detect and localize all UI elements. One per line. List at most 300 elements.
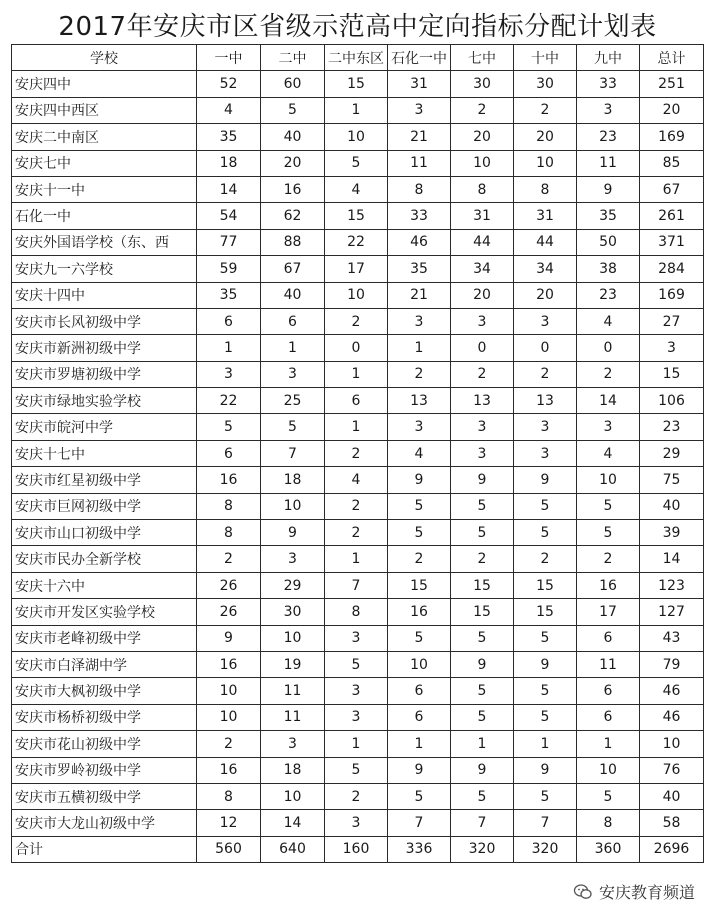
value-cell: 7 bbox=[451, 810, 514, 836]
value-cell: 5 bbox=[451, 520, 514, 546]
school-name-cell: 安庆外国语学校（东、西 bbox=[12, 229, 197, 255]
value-cell: 27 bbox=[640, 308, 704, 334]
table-row bbox=[12, 599, 704, 625]
value-cell: 4 bbox=[325, 176, 388, 202]
value-cell: 8 bbox=[514, 176, 577, 202]
value-cell: 2 bbox=[514, 546, 577, 572]
value-cell: 34 bbox=[451, 256, 514, 282]
value-cell: 9 bbox=[197, 625, 261, 651]
value-cell: 7 bbox=[261, 440, 325, 466]
value-cell: 20 bbox=[514, 282, 577, 308]
value-cell: 8 bbox=[577, 810, 640, 836]
value-cell: 3 bbox=[388, 308, 451, 334]
value-cell: 33 bbox=[388, 203, 451, 229]
value-cell: 7 bbox=[325, 572, 388, 598]
value-cell: 3 bbox=[261, 731, 325, 757]
table-row bbox=[12, 546, 704, 572]
school-name-cell: 安庆四中 bbox=[12, 71, 197, 97]
value-cell: 106 bbox=[640, 388, 704, 414]
school-name-cell: 安庆市大龙山初级中学 bbox=[12, 810, 197, 836]
value-cell: 1 bbox=[388, 731, 451, 757]
value-cell: 35 bbox=[577, 203, 640, 229]
value-cell: 3 bbox=[451, 440, 514, 466]
table-row bbox=[12, 229, 704, 255]
value-cell: 15 bbox=[451, 599, 514, 625]
school-name-cell: 安庆市五横初级中学 bbox=[12, 783, 197, 809]
value-cell: 10 bbox=[197, 704, 261, 730]
total-value-cell: 320 bbox=[514, 836, 577, 862]
value-cell: 5 bbox=[514, 493, 577, 519]
value-cell: 88 bbox=[261, 229, 325, 255]
value-cell: 44 bbox=[514, 229, 577, 255]
value-cell: 10 bbox=[640, 731, 704, 757]
total-row bbox=[12, 836, 704, 862]
value-cell: 31 bbox=[514, 203, 577, 229]
school-name-cell: 安庆市开发区实验学校 bbox=[12, 599, 197, 625]
value-cell: 261 bbox=[640, 203, 704, 229]
value-cell: 15 bbox=[451, 572, 514, 598]
value-cell: 6 bbox=[577, 678, 640, 704]
value-cell: 10 bbox=[261, 783, 325, 809]
value-cell: 2 bbox=[577, 361, 640, 387]
school-name-cell: 石化一中 bbox=[12, 203, 197, 229]
value-cell: 13 bbox=[514, 388, 577, 414]
value-cell: 4 bbox=[577, 308, 640, 334]
school-name-cell: 安庆十四中 bbox=[12, 282, 197, 308]
table-row bbox=[12, 810, 704, 836]
value-cell: 60 bbox=[261, 71, 325, 97]
value-cell: 3 bbox=[197, 361, 261, 387]
value-cell: 18 bbox=[261, 467, 325, 493]
value-cell: 16 bbox=[388, 599, 451, 625]
value-cell: 10 bbox=[514, 150, 577, 176]
value-cell: 62 bbox=[261, 203, 325, 229]
total-value-cell: 360 bbox=[577, 836, 640, 862]
value-cell: 20 bbox=[451, 124, 514, 150]
value-cell: 1 bbox=[325, 97, 388, 123]
value-cell: 10 bbox=[197, 678, 261, 704]
value-cell: 169 bbox=[640, 282, 704, 308]
page-title: 2017年安庆市区省级示范高中定向指标分配计划表 bbox=[58, 12, 657, 42]
value-cell: 3 bbox=[514, 440, 577, 466]
value-cell: 2 bbox=[514, 97, 577, 123]
value-cell: 15 bbox=[325, 71, 388, 97]
value-cell: 8 bbox=[388, 176, 451, 202]
value-cell: 3 bbox=[640, 335, 704, 361]
total-value-cell: 560 bbox=[197, 836, 261, 862]
value-cell: 16 bbox=[197, 467, 261, 493]
value-cell: 5 bbox=[388, 625, 451, 651]
value-cell: 9 bbox=[388, 757, 451, 783]
value-cell: 127 bbox=[640, 599, 704, 625]
value-cell: 23 bbox=[577, 282, 640, 308]
value-cell: 5 bbox=[325, 651, 388, 677]
value-cell: 1 bbox=[577, 731, 640, 757]
value-cell: 1 bbox=[514, 731, 577, 757]
school-name-cell: 安庆市巨网初级中学 bbox=[12, 493, 197, 519]
value-cell: 43 bbox=[640, 625, 704, 651]
column-header-school: 学校 bbox=[12, 45, 197, 71]
value-cell: 50 bbox=[577, 229, 640, 255]
value-cell: 26 bbox=[197, 572, 261, 598]
value-cell: 15 bbox=[325, 203, 388, 229]
value-cell: 123 bbox=[640, 572, 704, 598]
value-cell: 5 bbox=[514, 783, 577, 809]
value-cell: 20 bbox=[451, 282, 514, 308]
table-row bbox=[12, 520, 704, 546]
value-cell: 25 bbox=[261, 388, 325, 414]
value-cell: 19 bbox=[261, 651, 325, 677]
value-cell: 67 bbox=[640, 176, 704, 202]
value-cell: 2 bbox=[197, 546, 261, 572]
value-cell: 6 bbox=[197, 440, 261, 466]
value-cell: 3 bbox=[388, 97, 451, 123]
value-cell: 1 bbox=[325, 414, 388, 440]
value-cell: 5 bbox=[261, 414, 325, 440]
table-row bbox=[12, 335, 704, 361]
value-cell: 3 bbox=[325, 704, 388, 730]
value-cell: 2 bbox=[388, 361, 451, 387]
total-value-cell: 160 bbox=[325, 836, 388, 862]
column-header: 石化一中 bbox=[388, 45, 451, 71]
table-row bbox=[12, 256, 704, 282]
table-row bbox=[12, 757, 704, 783]
value-cell: 371 bbox=[640, 229, 704, 255]
value-cell: 5 bbox=[514, 520, 577, 546]
value-cell: 3 bbox=[451, 414, 514, 440]
column-header: 一中 bbox=[197, 45, 261, 71]
value-cell: 3 bbox=[451, 308, 514, 334]
value-cell: 9 bbox=[451, 651, 514, 677]
value-cell: 3 bbox=[388, 414, 451, 440]
value-cell: 9 bbox=[451, 467, 514, 493]
column-header: 十中 bbox=[514, 45, 577, 71]
value-cell: 9 bbox=[514, 757, 577, 783]
value-cell: 30 bbox=[514, 71, 577, 97]
value-cell: 2 bbox=[325, 440, 388, 466]
school-name-cell: 安庆市长风初级中学 bbox=[12, 308, 197, 334]
column-header: 七中 bbox=[451, 45, 514, 71]
school-name-cell: 安庆市罗岭初级中学 bbox=[12, 757, 197, 783]
table-body bbox=[12, 71, 704, 863]
value-cell: 67 bbox=[261, 256, 325, 282]
school-name-cell: 安庆市白泽湖中学 bbox=[12, 651, 197, 677]
value-cell: 46 bbox=[640, 678, 704, 704]
value-cell: 20 bbox=[514, 124, 577, 150]
value-cell: 11 bbox=[577, 150, 640, 176]
value-cell: 15 bbox=[388, 572, 451, 598]
school-name-cell: 安庆市皖河中学 bbox=[12, 414, 197, 440]
value-cell: 3 bbox=[325, 678, 388, 704]
table-row bbox=[12, 572, 704, 598]
value-cell: 33 bbox=[577, 71, 640, 97]
value-cell: 5 bbox=[451, 625, 514, 651]
value-cell: 29 bbox=[261, 572, 325, 598]
value-cell: 5 bbox=[388, 783, 451, 809]
value-cell: 52 bbox=[197, 71, 261, 97]
value-cell: 18 bbox=[197, 150, 261, 176]
school-name-cell: 安庆市红星初级中学 bbox=[12, 467, 197, 493]
value-cell: 3 bbox=[261, 546, 325, 572]
value-cell: 14 bbox=[640, 546, 704, 572]
value-cell: 4 bbox=[325, 467, 388, 493]
value-cell: 30 bbox=[261, 599, 325, 625]
value-cell: 11 bbox=[261, 704, 325, 730]
value-cell: 3 bbox=[577, 414, 640, 440]
school-name-cell: 安庆市花山初级中学 bbox=[12, 731, 197, 757]
table-row bbox=[12, 71, 704, 97]
value-cell: 40 bbox=[640, 493, 704, 519]
wechat-icon bbox=[573, 882, 593, 902]
value-cell: 34 bbox=[514, 256, 577, 282]
table-row bbox=[12, 176, 704, 202]
column-header: 总计 bbox=[640, 45, 704, 71]
value-cell: 6 bbox=[261, 308, 325, 334]
value-cell: 2 bbox=[577, 546, 640, 572]
value-cell: 14 bbox=[577, 388, 640, 414]
value-cell: 23 bbox=[640, 414, 704, 440]
value-cell: 13 bbox=[388, 388, 451, 414]
table-row bbox=[12, 731, 704, 757]
column-header: 二中 bbox=[261, 45, 325, 71]
value-cell: 5 bbox=[577, 493, 640, 519]
value-cell: 16 bbox=[577, 572, 640, 598]
value-cell: 8 bbox=[197, 493, 261, 519]
value-cell: 9 bbox=[577, 176, 640, 202]
value-cell: 284 bbox=[640, 256, 704, 282]
value-cell: 58 bbox=[640, 810, 704, 836]
value-cell: 22 bbox=[325, 229, 388, 255]
value-cell: 31 bbox=[388, 71, 451, 97]
table-row bbox=[12, 704, 704, 730]
value-cell: 4 bbox=[388, 440, 451, 466]
value-cell: 30 bbox=[451, 71, 514, 97]
value-cell: 5 bbox=[325, 150, 388, 176]
value-cell: 54 bbox=[197, 203, 261, 229]
school-name-cell: 安庆四中西区 bbox=[12, 97, 197, 123]
table-row bbox=[12, 651, 704, 677]
value-cell: 8 bbox=[197, 520, 261, 546]
value-cell: 5 bbox=[451, 704, 514, 730]
table-row bbox=[12, 124, 704, 150]
value-cell: 0 bbox=[577, 335, 640, 361]
value-cell: 4 bbox=[197, 97, 261, 123]
value-cell: 4 bbox=[577, 440, 640, 466]
value-cell: 8 bbox=[451, 176, 514, 202]
value-cell: 31 bbox=[451, 203, 514, 229]
value-cell: 2 bbox=[325, 308, 388, 334]
value-cell: 15 bbox=[514, 599, 577, 625]
value-cell: 6 bbox=[388, 704, 451, 730]
table-row bbox=[12, 493, 704, 519]
value-cell: 5 bbox=[577, 520, 640, 546]
value-cell: 40 bbox=[261, 124, 325, 150]
value-cell: 20 bbox=[261, 150, 325, 176]
column-header: 九中 bbox=[577, 45, 640, 71]
value-cell: 10 bbox=[577, 467, 640, 493]
value-cell: 10 bbox=[261, 625, 325, 651]
value-cell: 3 bbox=[325, 810, 388, 836]
value-cell: 11 bbox=[577, 651, 640, 677]
value-cell: 46 bbox=[640, 704, 704, 730]
value-cell: 18 bbox=[261, 757, 325, 783]
value-cell: 5 bbox=[451, 493, 514, 519]
school-name-cell: 安庆市大枫初级中学 bbox=[12, 678, 197, 704]
value-cell: 1 bbox=[325, 546, 388, 572]
table-row bbox=[12, 467, 704, 493]
value-cell: 9 bbox=[514, 651, 577, 677]
value-cell: 10 bbox=[261, 493, 325, 519]
value-cell: 3 bbox=[514, 308, 577, 334]
value-cell: 2 bbox=[451, 97, 514, 123]
school-name-cell: 安庆九一六学校 bbox=[12, 256, 197, 282]
value-cell: 10 bbox=[451, 150, 514, 176]
total-label-cell: 合计 bbox=[12, 836, 197, 862]
table-row bbox=[12, 625, 704, 651]
value-cell: 7 bbox=[514, 810, 577, 836]
column-header: 二中东区 bbox=[325, 45, 388, 71]
school-name-cell: 安庆市新洲初级中学 bbox=[12, 335, 197, 361]
school-name-cell: 安庆市老峰初级中学 bbox=[12, 625, 197, 651]
value-cell: 15 bbox=[640, 361, 704, 387]
value-cell: 2 bbox=[325, 493, 388, 519]
value-cell: 9 bbox=[514, 467, 577, 493]
value-cell: 5 bbox=[577, 783, 640, 809]
value-cell: 35 bbox=[197, 124, 261, 150]
value-cell: 5 bbox=[388, 493, 451, 519]
value-cell: 5 bbox=[514, 704, 577, 730]
table-header-row bbox=[12, 45, 704, 71]
total-value-cell: 2696 bbox=[640, 836, 704, 862]
value-cell: 15 bbox=[514, 572, 577, 598]
value-cell: 29 bbox=[640, 440, 704, 466]
value-cell: 3 bbox=[261, 361, 325, 387]
value-cell: 44 bbox=[451, 229, 514, 255]
table-row bbox=[12, 203, 704, 229]
value-cell: 11 bbox=[388, 150, 451, 176]
value-cell: 2 bbox=[325, 783, 388, 809]
value-cell: 59 bbox=[197, 256, 261, 282]
value-cell: 5 bbox=[325, 757, 388, 783]
value-cell: 2 bbox=[325, 520, 388, 546]
value-cell: 5 bbox=[261, 97, 325, 123]
school-name-cell: 安庆市杨桥初级中学 bbox=[12, 704, 197, 730]
value-cell: 12 bbox=[197, 810, 261, 836]
school-name-cell: 安庆市绿地实验学校 bbox=[12, 388, 197, 414]
value-cell: 0 bbox=[451, 335, 514, 361]
value-cell: 11 bbox=[261, 678, 325, 704]
value-cell: 5 bbox=[197, 414, 261, 440]
value-cell: 9 bbox=[261, 520, 325, 546]
value-cell: 21 bbox=[388, 282, 451, 308]
value-cell: 1 bbox=[388, 335, 451, 361]
value-cell: 3 bbox=[577, 97, 640, 123]
value-cell: 10 bbox=[388, 651, 451, 677]
value-cell: 1 bbox=[325, 361, 388, 387]
school-name-cell: 安庆市山口初级中学 bbox=[12, 520, 197, 546]
school-name-cell: 安庆二中南区 bbox=[12, 124, 197, 150]
total-value-cell: 640 bbox=[261, 836, 325, 862]
value-cell: 85 bbox=[640, 150, 704, 176]
value-cell: 5 bbox=[451, 783, 514, 809]
table-row bbox=[12, 440, 704, 466]
value-cell: 1 bbox=[197, 335, 261, 361]
value-cell: 1 bbox=[325, 731, 388, 757]
value-cell: 5 bbox=[514, 625, 577, 651]
value-cell: 8 bbox=[197, 783, 261, 809]
school-name-cell: 安庆市罗塘初级中学 bbox=[12, 361, 197, 387]
value-cell: 5 bbox=[514, 678, 577, 704]
value-cell: 39 bbox=[640, 520, 704, 546]
table-row bbox=[12, 308, 704, 334]
school-name-cell: 安庆十六中 bbox=[12, 572, 197, 598]
value-cell: 14 bbox=[197, 176, 261, 202]
watermark bbox=[569, 878, 699, 905]
value-cell: 23 bbox=[577, 124, 640, 150]
value-cell: 17 bbox=[325, 256, 388, 282]
value-cell: 26 bbox=[197, 599, 261, 625]
school-name-cell: 安庆十一中 bbox=[12, 176, 197, 202]
value-cell: 6 bbox=[197, 308, 261, 334]
value-cell: 16 bbox=[261, 176, 325, 202]
value-cell: 35 bbox=[197, 282, 261, 308]
value-cell: 2 bbox=[388, 546, 451, 572]
value-cell: 5 bbox=[388, 520, 451, 546]
value-cell: 17 bbox=[577, 599, 640, 625]
value-cell: 6 bbox=[577, 704, 640, 730]
value-cell: 0 bbox=[325, 335, 388, 361]
value-cell: 76 bbox=[640, 757, 704, 783]
value-cell: 13 bbox=[451, 388, 514, 414]
value-cell: 22 bbox=[197, 388, 261, 414]
value-cell: 169 bbox=[640, 124, 704, 150]
value-cell: 6 bbox=[325, 388, 388, 414]
value-cell: 1 bbox=[261, 335, 325, 361]
allocation-table bbox=[11, 44, 704, 863]
value-cell: 40 bbox=[261, 282, 325, 308]
value-cell: 1 bbox=[451, 731, 514, 757]
value-cell: 20 bbox=[640, 97, 704, 123]
total-value-cell: 336 bbox=[388, 836, 451, 862]
table-row bbox=[12, 678, 704, 704]
value-cell: 3 bbox=[514, 414, 577, 440]
value-cell: 75 bbox=[640, 467, 704, 493]
table-row bbox=[12, 361, 704, 387]
table-row bbox=[12, 282, 704, 308]
value-cell: 46 bbox=[388, 229, 451, 255]
value-cell: 9 bbox=[451, 757, 514, 783]
total-value-cell: 320 bbox=[451, 836, 514, 862]
value-cell: 8 bbox=[325, 599, 388, 625]
school-name-cell: 安庆市民办全新学校 bbox=[12, 546, 197, 572]
value-cell: 35 bbox=[388, 256, 451, 282]
value-cell: 3 bbox=[325, 625, 388, 651]
value-cell: 6 bbox=[577, 625, 640, 651]
value-cell: 10 bbox=[325, 282, 388, 308]
table-row bbox=[12, 388, 704, 414]
value-cell: 79 bbox=[640, 651, 704, 677]
school-name-cell: 安庆十七中 bbox=[12, 440, 197, 466]
value-cell: 10 bbox=[325, 124, 388, 150]
value-cell: 14 bbox=[261, 810, 325, 836]
value-cell: 16 bbox=[197, 757, 261, 783]
value-cell: 2 bbox=[197, 731, 261, 757]
watermark-text: 安庆教育频道 bbox=[598, 883, 695, 902]
table-row bbox=[12, 150, 704, 176]
table-row bbox=[12, 414, 704, 440]
value-cell: 9 bbox=[388, 467, 451, 493]
value-cell: 2 bbox=[514, 361, 577, 387]
